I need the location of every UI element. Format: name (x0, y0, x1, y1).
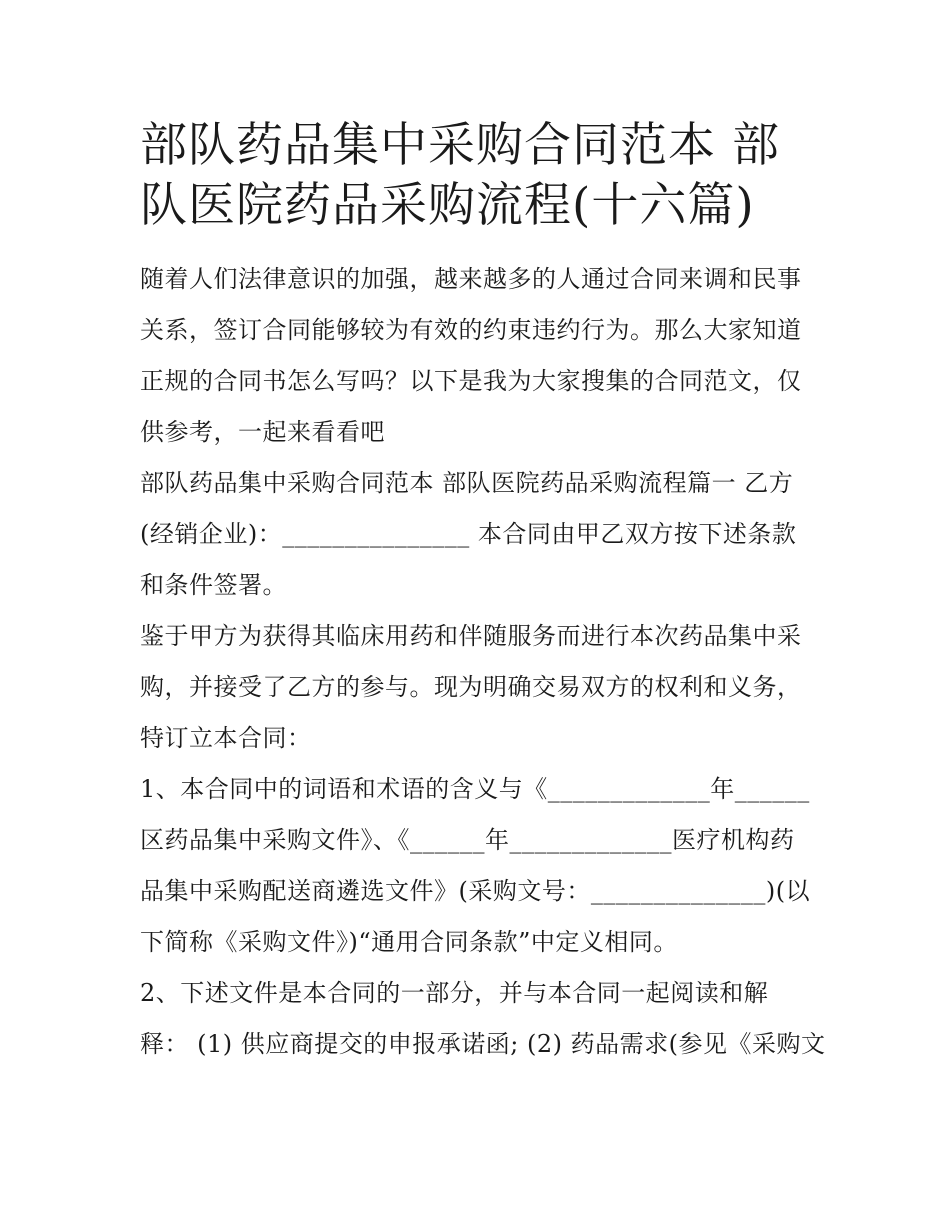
body-line: 部队药品集中采购合同范本 部队医院药品采购流程篇一 乙方 (140, 469, 794, 497)
body-line: 购，并接受了乙方的参与。现为明确交易双方的权利和义务， (140, 673, 802, 701)
body-line: (经销企业)：_______________ 本合同由甲乙双方按下述条款 (140, 520, 797, 548)
body-line: 1、本合同中的词语和术语的含义与《_____________年______ (140, 775, 810, 803)
body-line: 下简称《采购文件》)“通用合同条款”中定义相同。 (140, 928, 678, 956)
document-page (140, 112, 826, 1070)
title-line: 队医院药品采购流程(十六篇) (140, 178, 755, 233)
document-body (140, 254, 826, 1070)
body-line: 供参考，一起来看看吧 (140, 418, 385, 446)
body-line: 释： (1) 供应商提交的申报承诺函; (2) 药品需求(参见《采购文 (140, 1030, 826, 1058)
document-title (140, 112, 816, 236)
body-line: 关系，签订合同能够较为有效的约束违约行为。那么大家知道 (140, 316, 802, 344)
body-line: 正规的合同书怎么写吗？以下是我为大家搜集的合同范文，仅 (140, 367, 802, 395)
body-line: 区药品集中采购文件》、《______年_____________医疗机构药 (140, 826, 795, 854)
body-line: 随着人们法律意识的加强，越来越多的人通过合同来调和民事 (140, 265, 802, 293)
title-line: 部队药品集中采购合同范本 部 (140, 118, 780, 173)
body-line: 品集中采购配送商遴选文件》(采购文号：______________)(以 (140, 877, 811, 905)
body-line: 和条件签署。 (140, 571, 287, 599)
body-line: 2、下述文件是本合同的一部分，并与本合同一起阅读和解 (140, 979, 769, 1007)
body-line: 鉴于甲方为获得其临床用药和伴随服务而进行本次药品集中采 (140, 622, 802, 650)
body-line: 特订立本合同： (140, 724, 312, 752)
